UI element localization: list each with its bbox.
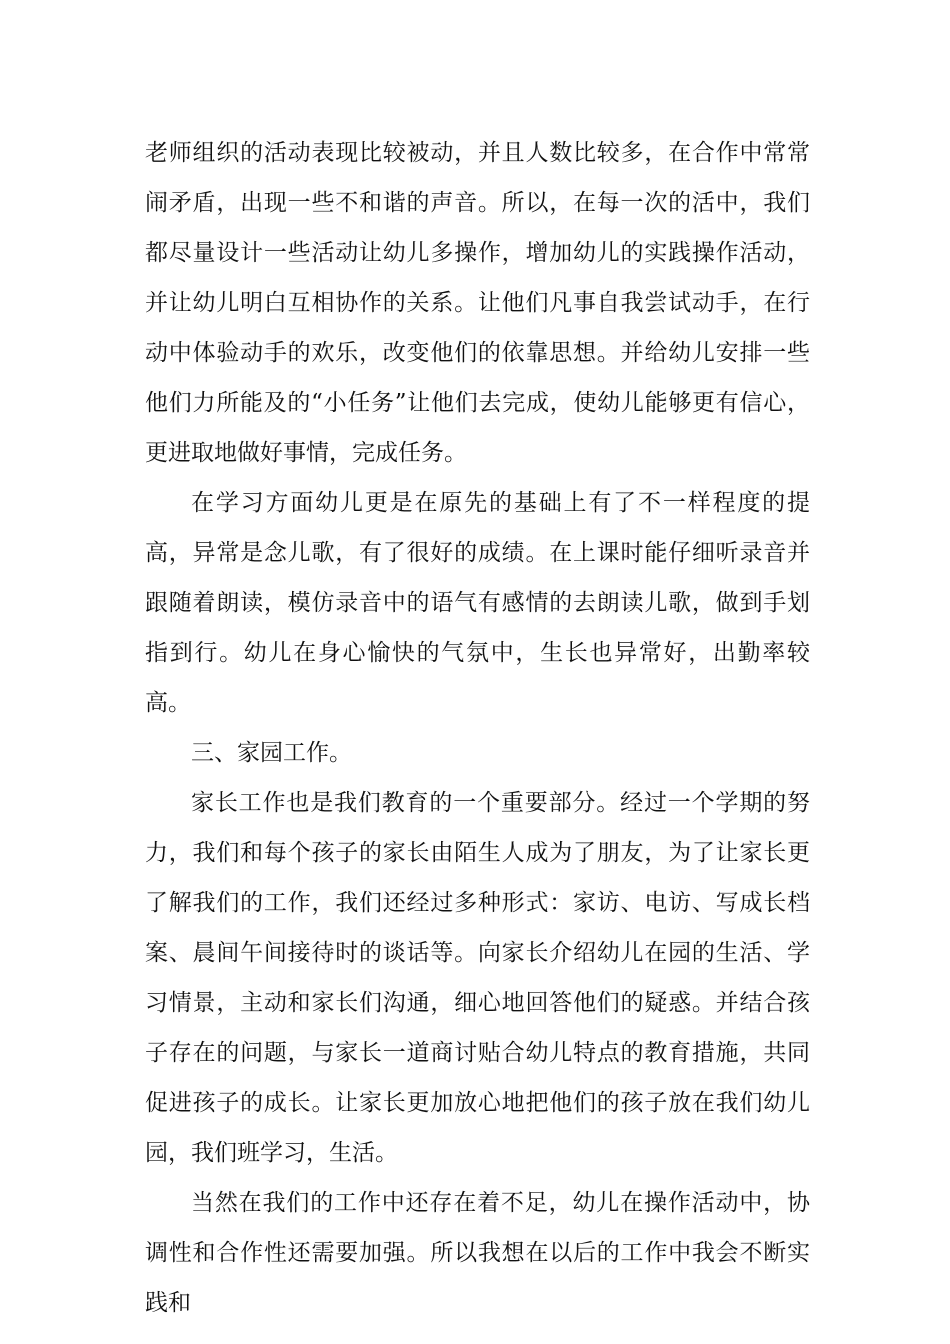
paragraph-parent-work: 家长工作也是我们教育的一个重要部分。经过一个学期的努力，我们和每个孩子的家长由陌生人成为了朋友，为了让家长更了解我们的工作，我们还经过多种形式：家访、电访、写成长档案、晨间午间接待时的谈话等。向家长介绍幼儿在园的生活、学习情景，主动和家长们沟通，细心地回答他们的疑惑。并结合孩子存在的问题，与家长一道商讨贴合幼儿特点的教育措施，共同促进孩子的成长。让家长更加放心地把他们的孩子放在我们幼儿园，我们班学习，生活。 (145, 790, 810, 1166)
paragraph-activities: 老师组织的活动表现比较被动，并且人数比较多，在合作中常常闹矛盾，出现一些不和谐的声音。所以，在每一次的活中，我们都尽量设计一些活动让幼儿多操作，增加幼儿的实践操作活动，并让幼儿明白互相协作的关系。让他们凡事自我尝试动手，在行动中体验动手的欢乐，改变他们的依靠思想。并给幼儿安排一些他们力所能及的“小任务”让他们去完成，使幼儿能够更有信心，更进取地做好事情，完成任务。 (145, 140, 810, 466)
document-body (145, 128, 810, 1328)
paragraph-shortcomings: 当然在我们的工作中还存在着不足，幼儿在操作活动中，协调性和合作性还需要加强。所以我想在以后的工作中我会不断实践和 (145, 1190, 810, 1316)
paragraph-learning: 在学习方面幼儿更是在原先的基础上有了不一样程度的提高，异常是念儿歌，有了很好的成绩。在上课时能仔细听录音并跟随着朗读，模仿录音中的语气有感情的去朗读儿歌，做到手划指到行。幼儿在身心愉快的气氛中，生长也异常好，出勤率较高。 (145, 490, 810, 716)
section-heading-home-school: 三、家园工作。 (191, 740, 352, 766)
